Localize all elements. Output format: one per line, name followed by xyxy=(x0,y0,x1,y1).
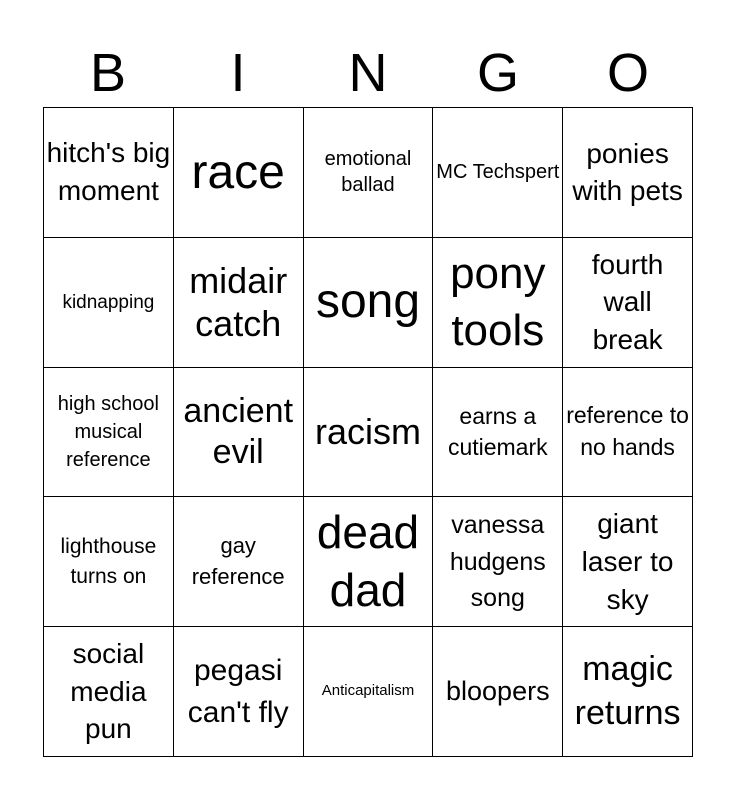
cell-label: lighthouse turns on xyxy=(60,535,157,588)
cell-label: social media pun xyxy=(70,637,147,745)
bingo-cell[interactable] xyxy=(563,627,693,757)
bingo-cell[interactable] xyxy=(433,627,563,757)
bingo-cell[interactable] xyxy=(44,368,174,498)
cell-label: giant laser to sky xyxy=(581,508,674,615)
bingo-cell[interactable] xyxy=(174,368,304,498)
header-letter-b: B xyxy=(89,43,127,103)
cell-label: midair catch xyxy=(189,260,288,345)
cell-label: Anticapitalism xyxy=(321,682,415,700)
bingo-cell[interactable] xyxy=(433,368,563,498)
header-letter-i: I xyxy=(230,43,246,103)
cell-label: ancient evil xyxy=(183,391,294,471)
cell-label: pony tools xyxy=(450,249,546,356)
cell-label: vanessa hudgens song xyxy=(449,511,546,612)
header-letter-n: N xyxy=(348,43,388,103)
bingo-cell[interactable] xyxy=(174,238,304,368)
cell-label: reference to no hands xyxy=(566,402,689,460)
bingo-cell[interactable] xyxy=(174,108,304,238)
bingo-cell[interactable] xyxy=(44,238,174,368)
cell-label: ponies with pets xyxy=(572,137,683,207)
cell-label: dead dad xyxy=(316,506,420,616)
bingo-cell[interactable] xyxy=(304,497,434,627)
bingo-cell[interactable] xyxy=(304,108,434,238)
bingo-cell[interactable] xyxy=(44,108,174,238)
cell-label: emotional ballad xyxy=(324,148,412,197)
bingo-cell[interactable] xyxy=(304,238,434,368)
cell-label: hitch's big moment xyxy=(46,137,171,207)
bingo-cell[interactable] xyxy=(563,238,693,368)
cell-label: song xyxy=(315,275,421,329)
bingo-cell[interactable] xyxy=(433,108,563,238)
bingo-board xyxy=(43,107,693,757)
bingo-cell[interactable] xyxy=(174,497,304,627)
bingo-cell[interactable] xyxy=(44,497,174,627)
cell-label: pegasi can't fly xyxy=(187,653,289,729)
bingo-cell[interactable] xyxy=(563,497,693,627)
bingo-cell[interactable] xyxy=(433,497,563,627)
cell-label: magic returns xyxy=(574,650,681,732)
cell-label: bloopers xyxy=(446,676,550,707)
header-letter-g: G xyxy=(476,43,519,103)
bingo-cell[interactable] xyxy=(304,368,434,498)
cell-label: racism xyxy=(314,410,421,452)
bingo-cell[interactable] xyxy=(563,108,693,238)
bingo-cell[interactable] xyxy=(174,627,304,757)
cell-label: kidnapping xyxy=(62,291,155,313)
cell-label: high school musical reference xyxy=(57,392,159,471)
header-letter-o: O xyxy=(606,43,649,103)
bingo-cell[interactable] xyxy=(44,627,174,757)
bingo-header xyxy=(43,38,693,108)
cell-label: fourth wall break xyxy=(591,248,664,356)
cell-label: gay reference xyxy=(191,532,285,589)
cell-label: MC Techspert xyxy=(436,161,560,184)
bingo-cell[interactable] xyxy=(304,627,434,757)
bingo-cell[interactable] xyxy=(563,368,693,498)
bingo-cell[interactable] xyxy=(433,238,563,368)
cell-label: earns a cutiemark xyxy=(447,402,548,460)
cell-label: race xyxy=(191,145,285,199)
